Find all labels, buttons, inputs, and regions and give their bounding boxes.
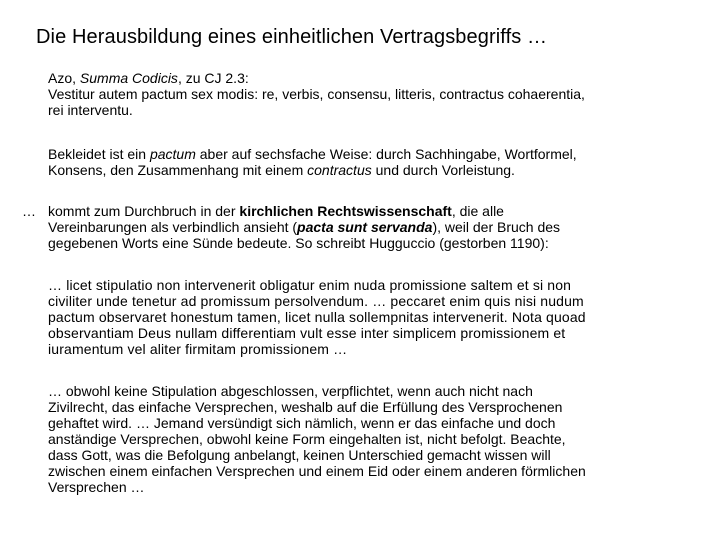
ellipsis-bullet: … [22,203,36,219]
text-run: Konsens, den Zusammenhang mit einem [48,162,308,178]
translation-2-line: gehaftet wird. … Jemand versündigt sich nämlich, wenn er das einfache und doch [48,415,556,431]
translation-2-line: Versprechen … [48,479,145,495]
latin-quote-2-line: iuramentum vel aliter firmitam promissionem … [48,341,348,357]
quote-source-line [48,70,585,86]
text-run: und durch Vorleistung. [371,162,515,178]
translation-hugguccio [48,383,586,495]
emphasis-term: contractus [307,162,372,178]
latin-quote-2-line: … licet stipulatio non intervenerit obligatur enim nuda promissione saltem et si non [48,277,572,293]
source-ref: , zu CJ 2.3: [177,70,249,86]
translation-2-line: Zivilrecht, das einfache Versprechen, weshalb auf die Erfüllung des Versprochenen [48,399,563,415]
text-run: aber auf sechsfache Weise: durch Sachhingabe, Wortformel, [195,146,577,162]
slide-title: Die Herausbildung eines einheitlichen Vertragsbegriffs … [36,26,548,48]
text-run: Vereinbarungen als verbindlich ansieht ( [48,219,298,235]
translation-1-line [48,146,577,162]
source-author: Azo, [48,70,80,86]
translation-2-line: zwischen einem einfachen Versprechen und einem Eid oder einem anderen förmlichen [48,463,586,479]
text-run: ), weil der Bruch des [432,219,561,235]
main-point-line [48,203,560,219]
text-run: kommt zum Durchbruch in der [48,203,240,219]
bold-italic-term: pacta sunt servanda [297,219,433,235]
source-work: Summa Codicis [79,70,178,86]
latin-quote-2-line: pactum observaret honestum tamen, licet nulla sollempnitas intervenerit. Nota quoad [48,309,586,325]
latin-quote-2-line: observantiam Deus nullam differentiam vult esse inter simplicem promissionem et [48,325,566,341]
latin-quote-1-line: rei interventu. [48,102,133,118]
main-point-line: gegebenen Worts eine Sünde bedeute. So schreibt Hugguccio (gestorben 1190): [48,235,549,251]
text-run: , die alle [451,203,504,219]
latin-quote-azo [48,70,585,118]
translation-2-line: anständige Versprechen, obwohl keine Form eingehalten ist, nicht befolgt. Beachte, [48,431,566,447]
latin-quote-1-line: Vestitur autem pactum sex modis: re, verbis, consensu, litteris, contractus cohaerentia, [48,86,585,102]
main-point [48,203,560,251]
latin-quote-2-line: civiliter unde tenetur ad promissum persolvendum. … peccaret enim quis nisi nudum [48,293,584,309]
translation-2-line: … obwohl keine Stipulation abgeschlossen, verpflichtet, wenn auch nicht nach [48,383,533,399]
text-run: Bekleidet ist ein [48,146,150,162]
translation-1-line [48,162,577,178]
main-point-line [48,219,560,235]
translation-2-line: dass Gott, was die Befolgung anbelangt, keinen Unterschied gemacht wissen will [48,447,551,463]
translation-azo [48,146,577,178]
bold-term: kirchlichen Rechtswissenschaft [239,203,452,219]
latin-quote-hugguccio [48,277,586,357]
emphasis-term: pactum [149,146,196,162]
